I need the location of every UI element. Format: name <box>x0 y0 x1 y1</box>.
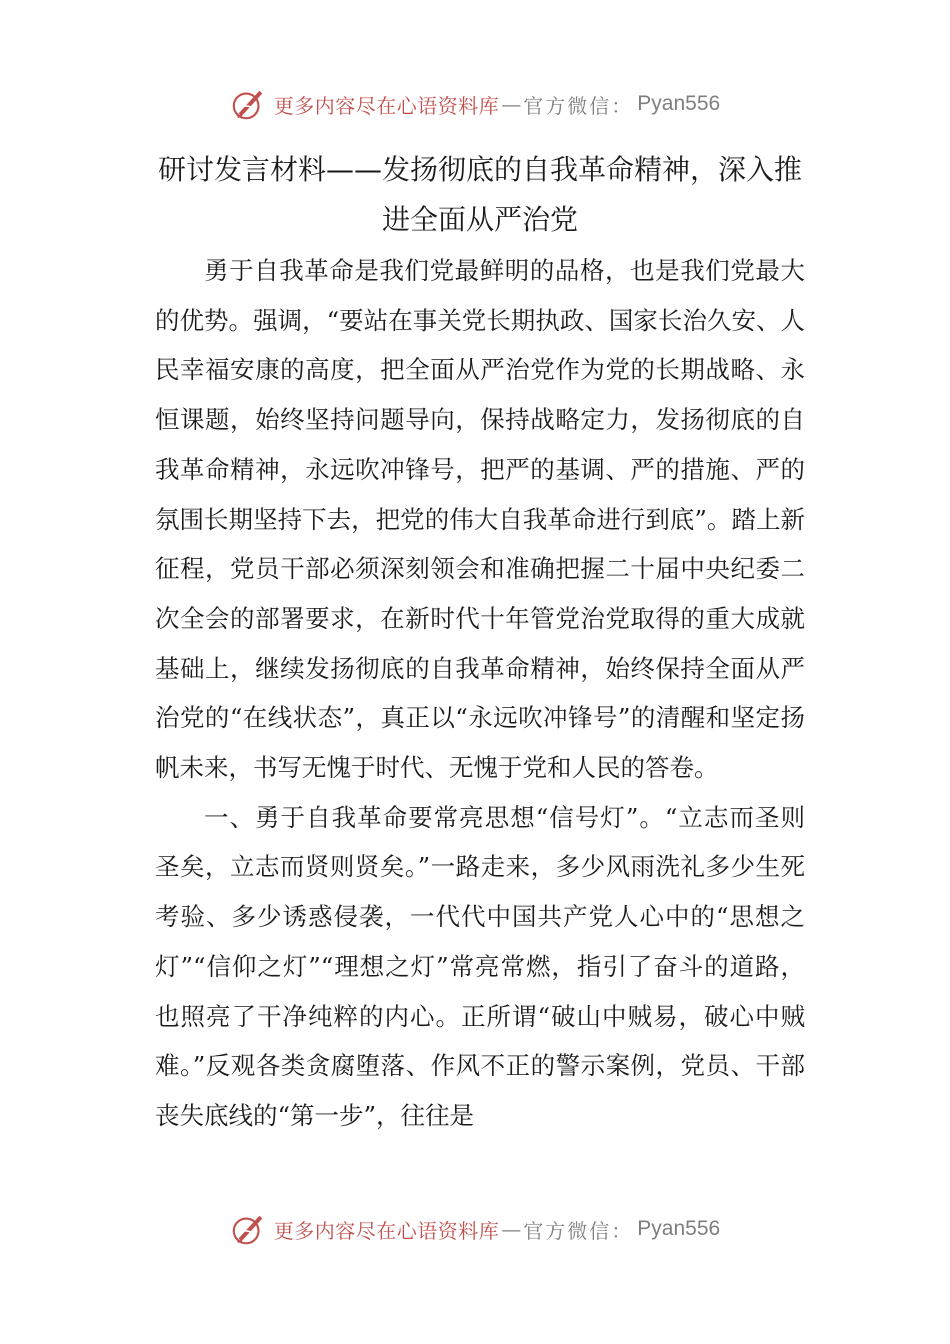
document-title: 研讨发言材料——发扬彻底的自我革命精神，深入推进全面从严治党 <box>157 153 802 236</box>
pen-logo-icon <box>230 85 268 123</box>
watermark-text: 更多内容尽在心语资料库 <box>273 1218 500 1243</box>
watermark-wechat-id: Pyan556 <box>637 92 721 115</box>
watermark-label: 官方微信： <box>523 1218 634 1243</box>
pen-logo-icon <box>230 1210 268 1248</box>
body-paragraph-1: 勇于自我革命是我们党最鲜明的品格，也是我们党最大的优势。强调，“要站在事关党长期执政、国家长治久安、人民幸福安康的高度，把全面从严治党作为党的长期战略、永恒课题，始终坚持问题导向，保持战略定力，发扬彻底的自我革命精神，永远吹冲锋号，把严的基调、严的措施、严的氛围长期坚持下去，把党的伟大自我革命进行到底”。踏上新征程，党员干部必须深刻领会和准确把握二十届中央纪委二次全会的部署要求，在新时代十年管党治党取得的重大成就基础上，继续发扬彻底的自我革命精神，始终保持全面从严治党的“在线状态”，真正以“永远吹冲锋号”的清醒和坚定扬帆未来，书写无愧于时代、无愧于党和人民的答卷。 <box>155 256 805 783</box>
header-watermark-banner <box>0 84 950 124</box>
watermark-dash: — <box>501 92 522 116</box>
footer-watermark-banner <box>0 1209 950 1249</box>
watermark-wechat-id: Pyan556 <box>637 1217 721 1240</box>
body-paragraph-2: 一、勇于自我革命要常亮思想“信号灯”。“立志而圣则圣矣，立志而贤则贤矣。”一路走来，多少风雨洗礼多少生死考验、多少诱惑侵袭，一代代中国共产党人心中的“思想之灯”“信仰之灯”“理想之灯”常亮常燃，指引了奋斗的道路，也照亮了干净纯粹的内心。正所谓“破山中贼易，破心中贼难。”反观各类贪腐堕落、作风不正的警示案例，党员、干部丧失底线的“第一步”，往往是 <box>155 802 805 1130</box>
watermark-dash: — <box>501 1217 522 1241</box>
document-body <box>155 246 805 1141</box>
watermark-text: 更多内容尽在心语资料库 <box>273 93 500 118</box>
watermark-label: 官方微信： <box>523 93 634 118</box>
